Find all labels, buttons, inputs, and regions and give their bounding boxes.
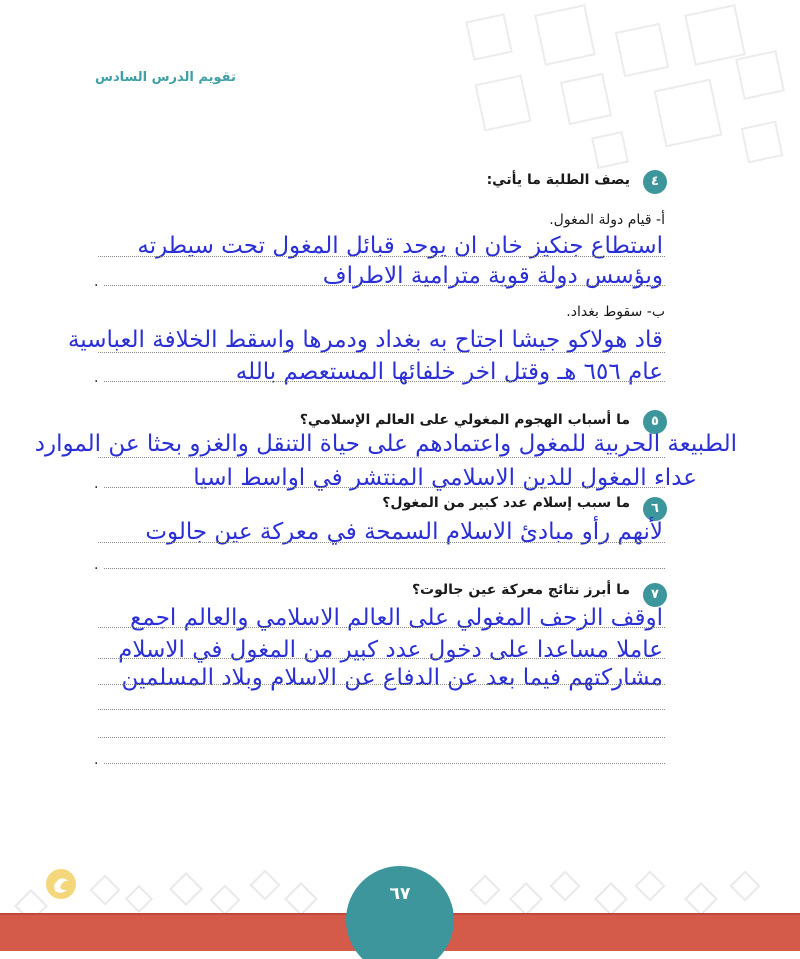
answer-line-dots bbox=[104, 285, 665, 286]
answer-line-dots bbox=[98, 627, 665, 628]
answer-line-dots bbox=[98, 352, 665, 353]
answer-line-dots bbox=[104, 568, 665, 569]
line-end-dot: . bbox=[94, 752, 99, 768]
question-4a-answer-line-2: ويؤسس دولة قوية مترامية الاطراف bbox=[322, 263, 663, 289]
question-4a-answer-line-1: استطاع جنكيز خان ان يوحد قبائل المغول تحت سيطرته bbox=[137, 233, 663, 259]
question-6-text: ما سبب إسلام عدد كبير من المغول؟ bbox=[382, 495, 630, 511]
question-4b-answer-line-2: عام ٦٥٦ هـ وقتل اخر خلفائها المستعصم بالله bbox=[235, 359, 663, 385]
line-end-dot: . bbox=[94, 557, 99, 573]
answer-line-dots bbox=[98, 658, 665, 659]
answer-line-dots bbox=[98, 457, 665, 458]
question-4b-answer-line-1: قاد هولاكو جيشا اجتاح به بغداد ودمرها واسقط الخلافة العباسية bbox=[67, 327, 663, 353]
answer-line-dots bbox=[104, 487, 665, 488]
question-4-text: يصف الطلبة ما يأتي: bbox=[486, 172, 630, 188]
line-end-dot: . bbox=[94, 274, 99, 290]
question-7-number: ٧ bbox=[643, 583, 667, 607]
question-7-answer-line-2: عاملا مساعدا على دخول عدد كبير من المغول في الاسلام bbox=[118, 637, 663, 663]
question-5-answer-line-2: عداء المغول للدين الاسلامي المنتشر في اواسط اسيا bbox=[193, 465, 697, 491]
page-number: ٦٧ bbox=[389, 884, 411, 904]
lesson-header: تقويم الدرس السادس bbox=[95, 70, 236, 85]
answer-line-dots bbox=[98, 709, 665, 710]
publisher-logo-icon bbox=[43, 866, 79, 902]
question-7-answer-line-1: اوقف الزحف المغولي على العالم الاسلامي والعالم اجمع bbox=[130, 605, 663, 631]
answer-line-dots bbox=[98, 256, 665, 257]
question-5-answer-line-1: الطبيعة الحربية للمغول واعتمادهم على حياة التنقل والغزو بحثا عن الموارد bbox=[34, 431, 737, 457]
answer-line-dots bbox=[104, 381, 665, 382]
question-6-answer-line-1: لأنهم رأو مبادئ الاسلام السمحة في معركة عين جالوت bbox=[145, 519, 663, 545]
answer-line-dots bbox=[98, 684, 665, 685]
question-7-text: ما أبرز نتائج معركة عين جالوت؟ bbox=[411, 582, 630, 598]
line-end-dot: . bbox=[94, 370, 99, 386]
question-7-answer-line-3: مشاركتهم فيما بعد عن الدفاع عن الاسلام وبلاد المسلمين bbox=[121, 665, 663, 691]
question-4b-label: ب- سقوط بغداد. bbox=[566, 304, 665, 320]
question-4-number: ٤ bbox=[643, 170, 667, 194]
question-4a-label: أ- قيام دولة المغول. bbox=[549, 212, 665, 228]
line-end-dot: . bbox=[94, 476, 99, 492]
answer-line-dots bbox=[98, 542, 665, 543]
answer-line-dots bbox=[104, 763, 665, 764]
question-5-number: ٥ bbox=[643, 410, 667, 434]
answer-line-dots bbox=[98, 737, 665, 738]
question-6-number: ٦ bbox=[643, 497, 667, 521]
question-5-text: ما أسباب الهجوم المغولي على العالم الإسلامي؟ bbox=[299, 412, 630, 428]
